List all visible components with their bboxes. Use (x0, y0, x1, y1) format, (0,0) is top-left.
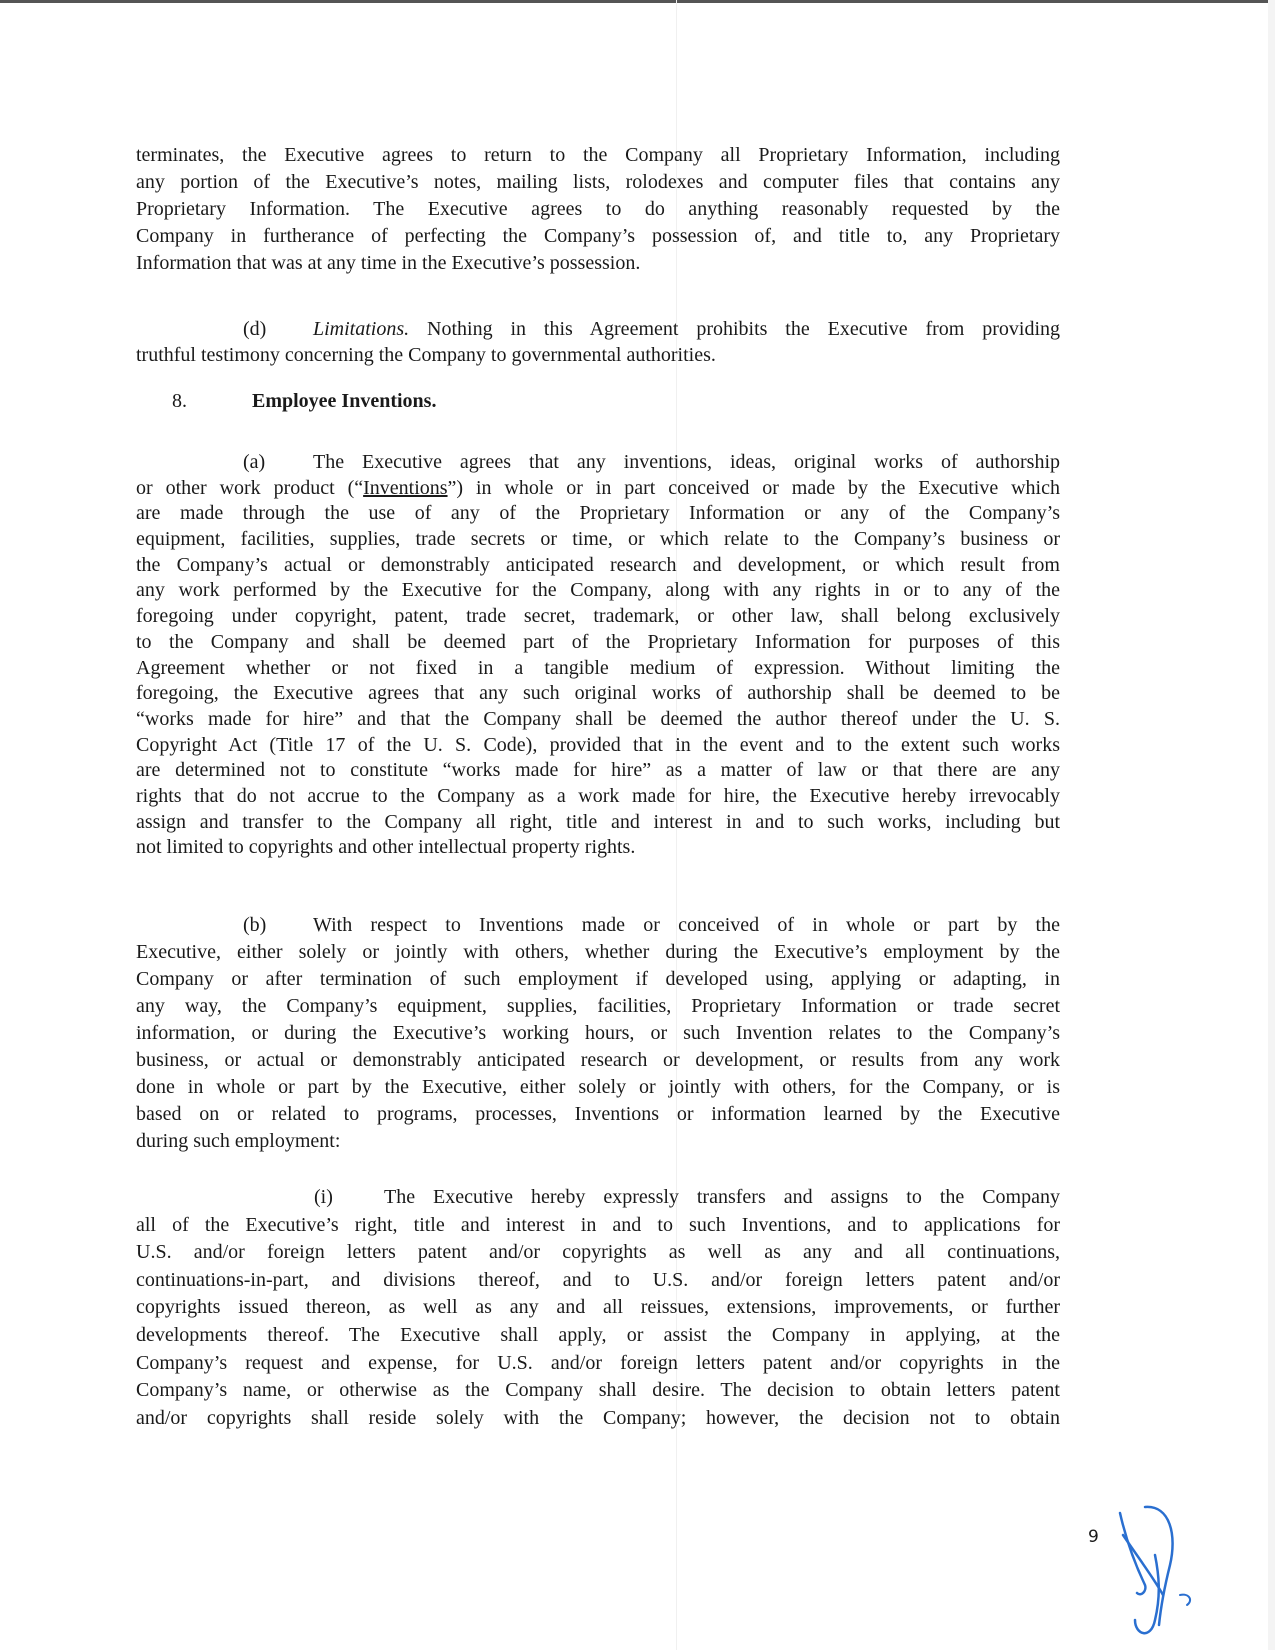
text-line: “works made for hire” and that the Company shall be deemed the author thereof under the U. S. (136, 707, 1060, 730)
text-line: U.S. and/or foreign letters patent and/or copyrights as well as any and all continuations, (136, 1241, 1060, 1264)
paragraph-c-continuation (136, 142, 1060, 277)
text-line: rights that do not accrue to the Company as a work made for hire, the Executive hereby irrevocably (136, 784, 1060, 807)
text-segment: ”) in whole or in part conceived or made by the Executive which (447, 476, 1060, 499)
scan-edge (0, 0, 1275, 3)
paragraph-i (136, 1184, 1060, 1432)
text-line: based on or related to programs, processes, Inventions or information learned by the Executive (136, 1103, 1060, 1125)
scan-edge-right (1268, 0, 1275, 1650)
text-line: continuations-in-part, and divisions thereof, and to U.S. and/or foreign letters patent and/or (136, 1268, 1060, 1291)
text-line: business, or actual or demonstrably anticipated research or development, or results from any work (136, 1049, 1060, 1071)
text-line (136, 450, 1060, 476)
clause-label: (d) (243, 318, 267, 340)
text-line: Company’s request and expense, for U.S. and/or foreign letters patent and/or copyrights in the (136, 1351, 1060, 1374)
defined-term: Inventions (363, 476, 448, 499)
text-line: to the Company and shall be deemed part of the Proprietary Information for purposes of this (136, 630, 1060, 653)
text-segment: With respect to Inventions made or conceived of in whole or part by the (313, 914, 1060, 936)
text-line: are made through the use of any of the Proprietary Information or any of the Company’s (136, 502, 1060, 525)
text-segment: The Executive hereby expressly transfers and assigns to the Company (384, 1186, 1060, 1208)
text-segment: or other work product (“ (136, 476, 364, 499)
text-line (136, 912, 1060, 939)
paragraph-d (136, 317, 1060, 368)
text-line: during such employment: (136, 1130, 341, 1152)
text-line: any portion of the Executive’s notes, mailing lists, rolodexes and computer files that contains any (136, 171, 1060, 193)
text-line: Copyright Act (Title 17 of the U. S. Code), provided that in the event and to the extent such works (136, 733, 1060, 756)
text-line (136, 1184, 1060, 1212)
text-line: information, or during the Executive’s working hours, or such Invention relates to the Company’s (136, 1022, 1060, 1044)
section-heading (172, 390, 436, 413)
text-segment: The Executive agrees that any inventions, ideas, original works of authorship (313, 451, 1060, 473)
clause-label: (b) (243, 914, 267, 936)
paragraph-a (136, 450, 1060, 861)
signature-initials (1115, 1505, 1205, 1645)
text-line: the Company’s actual or demonstrably anticipated research and development, or which result from (136, 553, 1060, 576)
text-line: Information that was at any time in the Executive’s possession. (136, 252, 641, 274)
text-line: Executive, either solely or jointly with others, whether during the Executive’s employment by the (136, 941, 1060, 963)
text-line: developments thereof. The Executive shall apply, or assist the Company in applying, at the (136, 1323, 1060, 1346)
text-line: Company in furtherance of perfecting the Company’s possession of, and title to, any Proprietary (136, 225, 1060, 247)
text-line: are determined not to constitute “works made for hire” as a matter of law or that there are any (136, 759, 1060, 782)
text-line: Company or after termination of such employment if developed using, applying or adapting, in (136, 968, 1060, 990)
clause-title: Limitations. (313, 318, 410, 340)
text-line: Proprietary Information. The Executive agrees to do anything reasonably requested by the (136, 198, 1060, 220)
paragraph-b (136, 912, 1060, 1155)
text-line: not limited to copyrights and other intellectual property rights. (136, 836, 636, 859)
text-line: terminates, the Executive agrees to return to the Company all Proprietary Information, including (136, 144, 1060, 166)
section-title: Employee Inventions. (252, 390, 437, 412)
text-line: done in whole or part by the Executive, either solely or jointly with others, for the Company, or is (136, 1076, 1060, 1098)
text-line: any work performed by the Executive for the Company, along with any rights in or to any of the (136, 579, 1060, 602)
clause-label: (i) (314, 1186, 333, 1208)
text-line: equipment, facilities, supplies, trade secrets or time, or which relate to the Company’s business or (136, 528, 1060, 551)
text-line: assign and transfer to the Company all right, title and interest in and to such works, including but (136, 810, 1060, 833)
text-segment: Nothing in this Agreement prohibits the Executive from providing (427, 318, 1060, 340)
text-line: Company’s name, or otherwise as the Company shall desire. The decision to obtain letters patent (136, 1379, 1060, 1402)
text-line: foregoing under copyright, patent, trade secret, trademark, or other law, shall belong exclusively (136, 605, 1060, 628)
page-number: 9 (1088, 1527, 1099, 1547)
text-line: foregoing, the Executive agrees that any such original works of authorship shall be deemed to be (136, 682, 1060, 705)
text-line: any way, the Company’s equipment, supplies, facilities, Proprietary Information or trade secret (136, 995, 1060, 1017)
text-line: copyrights issued thereon, as well as any and all reissues, extensions, improvements, or further (136, 1296, 1060, 1319)
section-number: 8. (172, 390, 187, 412)
text-line: Agreement whether or not fixed in a tangible medium of expression. Without limiting the (136, 656, 1060, 679)
text-line (136, 317, 1060, 343)
text-line (136, 476, 1060, 502)
text-line: and/or copyrights shall reside solely with the Company; however, the decision not to obtain (136, 1406, 1060, 1429)
clause-label: (a) (243, 451, 266, 473)
text-line: truthful testimony concerning the Company to governmental authorities. (136, 343, 716, 366)
text-line: all of the Executive’s right, title and interest in and to such Inventions, and to applications for (136, 1213, 1060, 1236)
